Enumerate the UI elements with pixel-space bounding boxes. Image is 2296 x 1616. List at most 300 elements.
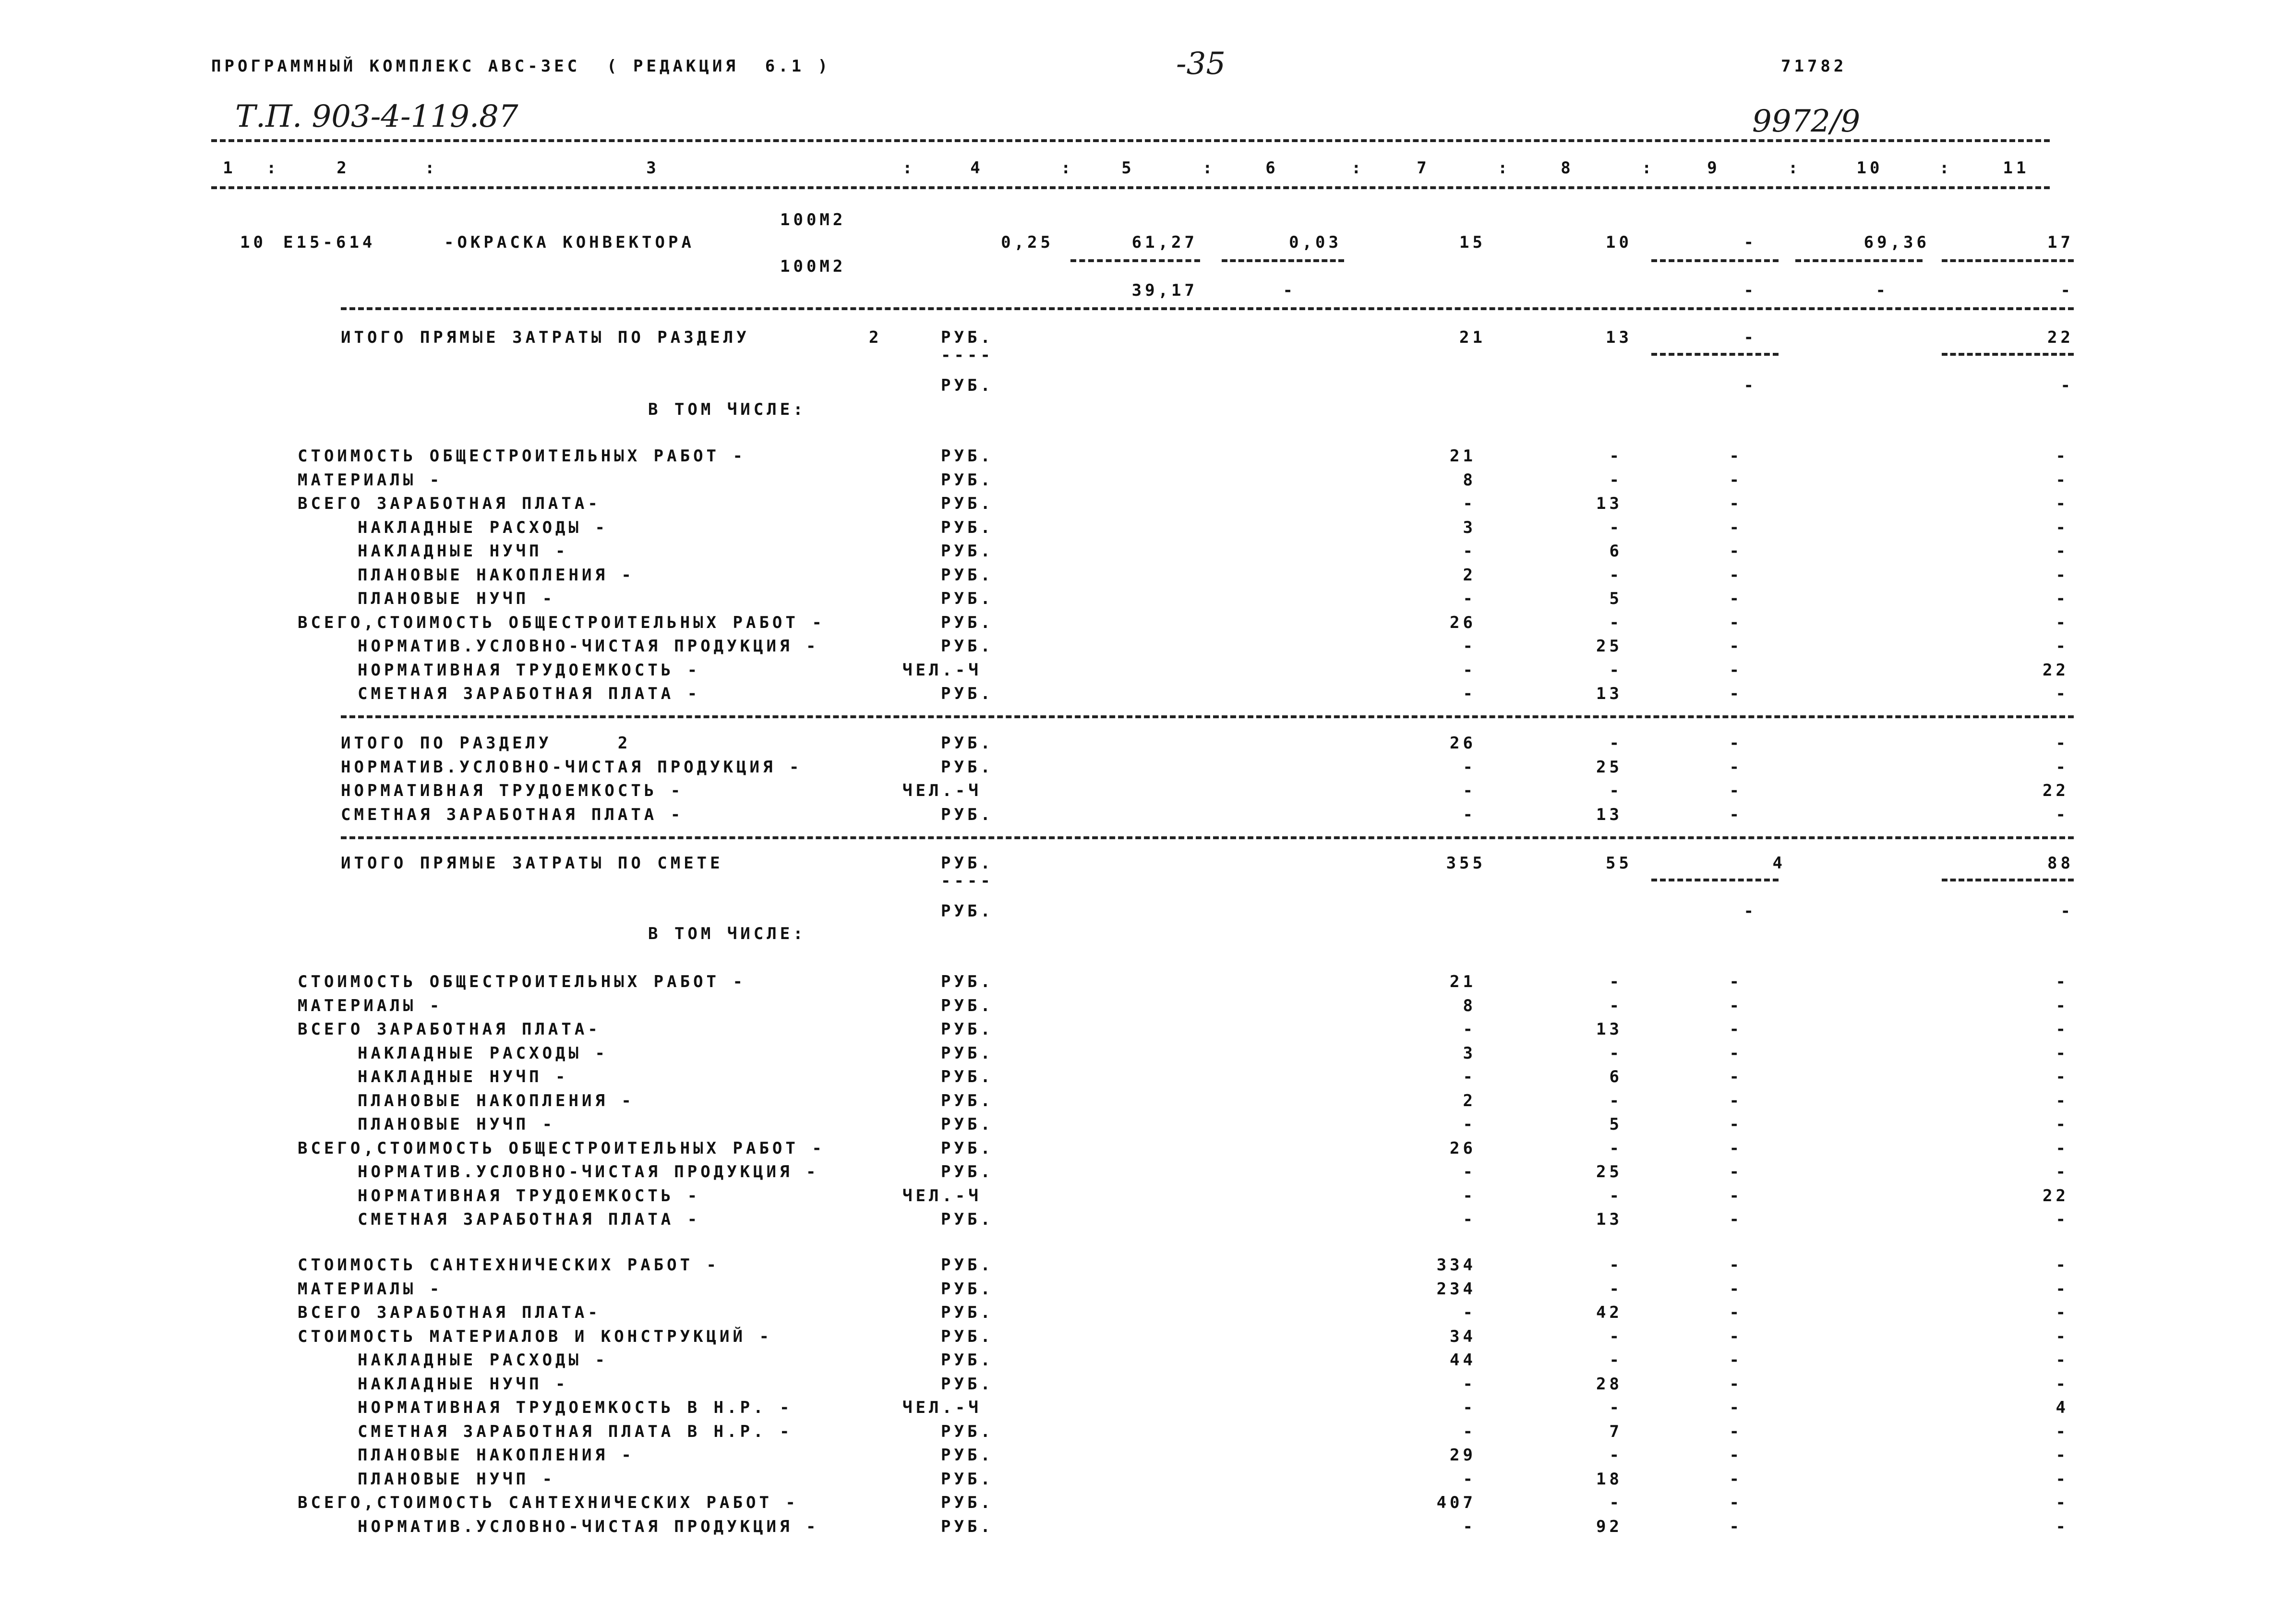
block3-row-c7: - (1463, 1422, 1476, 1441)
block3-row-label: НАКЛАДНЫЕ РАСХОДЫ - (358, 1351, 608, 1370)
block3-row-unit: РУБ. (941, 1351, 994, 1370)
block3-row-label: СМЕТНАЯ ЗАРАБОТНАЯ ПЛАТА В Н.Р. - (358, 1422, 793, 1441)
block3-row-c7: 334 (1436, 1255, 1476, 1275)
total-section-subrule-11 (1942, 353, 2074, 356)
block3-row-c9: - (1729, 1279, 1743, 1299)
section-total-c9: - (1729, 781, 1743, 800)
block1-row-c11: - (2056, 518, 2069, 537)
block2-row-c9: - (1729, 1067, 1743, 1086)
block3-row-c8: - (1609, 1493, 1623, 1512)
block2-row-label: НОРМАТИВНАЯ ТРУДОЕМКОСТЬ - (358, 1186, 701, 1206)
total-direct-estimate-unit-dash: ---- (941, 871, 994, 891)
block1-row-unit: РУБ. (941, 613, 994, 632)
block3-row-label: ПЛАНОВЫЕ НУЧП - (358, 1469, 556, 1489)
block1-row-unit: ЧЕЛ.-Ч (902, 660, 982, 680)
block3-row-label: НАКЛАДНЫЕ НУЧП - (358, 1374, 569, 1394)
total-estimate-subrule-11 (1942, 879, 2074, 881)
total-direct-estimate-unit2: РУБ. (941, 902, 994, 921)
block2-row-c11: - (2056, 1138, 2069, 1158)
block1-row-label: НАКЛАДНЫЕ НУЧП - (358, 542, 569, 561)
block2-row-c9: - (1729, 1210, 1743, 1229)
item-name: -ОКРАСКА КОНВЕКТОРА (444, 233, 695, 252)
block3-row-c11: - (2056, 1422, 2069, 1441)
section-total-label: НОРМАТИВ.УСЛОВНО-ЧИСТАЯ ПРОДУКЦИЯ - (341, 757, 803, 777)
block3-row-unit: РУБ. (941, 1446, 994, 1465)
total-direct-estimate-c9b: - (1743, 902, 1757, 921)
block1-row-c7: 3 (1463, 518, 1476, 537)
item-subrule-11 (1942, 259, 2074, 262)
block1-row-c11: - (2056, 613, 2069, 632)
column-separator: : (1351, 158, 1365, 178)
block3-row-c8: - (1609, 1255, 1623, 1275)
block2-row-label: НАКЛАДНЫЕ РАСХОДЫ - (358, 1043, 608, 1063)
block2-row-unit: РУБ. (941, 972, 994, 991)
block1-row-c8: - (1609, 660, 1623, 680)
block2-row-c7: 3 (1463, 1043, 1476, 1063)
total-direct-section-c9: - (1743, 328, 1757, 347)
section-total-c11: - (2056, 734, 2069, 753)
total-direct-estimate-label: ИТОГО ПРЯМЫЕ ЗАТРАТЫ ПО СМЕТЕ (341, 854, 723, 873)
item-sub10: - (1875, 281, 1889, 300)
block2-row-c8: 6 (1609, 1067, 1623, 1086)
block3-row-c7: - (1463, 1374, 1476, 1394)
total-direct-section-c11: 22 (2047, 328, 2074, 347)
section-total-c8: - (1609, 781, 1623, 800)
block3-row-c8: - (1609, 1351, 1623, 1370)
block3-row-unit: РУБ. (941, 1374, 994, 1394)
block1-row-c7: - (1463, 589, 1476, 608)
column-separator: : (425, 158, 438, 178)
section-total-c8: - (1609, 734, 1623, 753)
block2-row-c11: - (2056, 1091, 2069, 1110)
rule-before-total-section (341, 307, 2074, 310)
section-total-c9: - (1729, 805, 1743, 824)
item-sub5: 39,17 (1131, 281, 1198, 300)
item-unit-top: 100М2 (780, 210, 846, 229)
block2-row-c9: - (1729, 1020, 1743, 1039)
block3-row-label: НОРМАТИВ.УСЛОВНО-ЧИСТАЯ ПРОДУКЦИЯ - (358, 1517, 819, 1536)
item-qty: 0,25 (1001, 233, 1054, 252)
column-header-1: 1 (223, 158, 236, 178)
column-header-5: 5 (1121, 158, 1135, 178)
block1-row-c7: - (1463, 494, 1476, 513)
block3-row-c9: - (1729, 1374, 1743, 1394)
block3-row-c8: 42 (1596, 1303, 1623, 1322)
block1-row-c8: - (1609, 613, 1623, 632)
total-direct-section-unit-dash: ---- (941, 346, 994, 365)
project-number: Т.П. 903-4-119.87 (235, 99, 518, 134)
block1-row-c9: - (1729, 660, 1743, 680)
block3-row-unit: РУБ. (941, 1517, 994, 1536)
block3-row-c11: 4 (2056, 1398, 2069, 1417)
block1-row-c7: - (1463, 660, 1476, 680)
block2-row-c7: - (1463, 1067, 1476, 1086)
block2-row-c11: - (2056, 1043, 2069, 1063)
block3-row-c9: - (1729, 1446, 1743, 1465)
block2-row-unit: РУБ. (941, 1162, 994, 1182)
item-c11: 17 (2047, 233, 2074, 252)
section-total-c7: - (1463, 781, 1476, 800)
total-direct-section-c9b: - (1743, 376, 1757, 395)
block1-row-c8: - (1609, 446, 1623, 466)
item-sub9: - (1743, 281, 1757, 300)
block2-row-c9: - (1729, 1186, 1743, 1206)
section-total-c9: - (1729, 757, 1743, 777)
rule-before-section-total (341, 715, 2074, 718)
section-total-c11: - (2056, 757, 2069, 777)
block2-row-label: НОРМАТИВ.УСЛОВНО-ЧИСТАЯ ПРОДУКЦИЯ - (358, 1162, 819, 1182)
item-subrule-5 (1070, 259, 1200, 262)
item-subrule-9 (1651, 259, 1779, 262)
block2-row-c7: - (1463, 1210, 1476, 1229)
rule-before-total-estimate (341, 836, 2074, 839)
block3-row-label: НОРМАТИВНАЯ ТРУДОЕМКОСТЬ В Н.Р. - (358, 1398, 793, 1417)
block3-row-c9: - (1729, 1398, 1743, 1417)
block1-row-label: СМЕТНАЯ ЗАРАБОТНАЯ ПЛАТА - (358, 684, 701, 703)
column-separator: : (266, 158, 280, 178)
total-estimate-subrule-9 (1651, 879, 1779, 881)
block3-row-c8: - (1609, 1279, 1623, 1299)
section-total-c8: 13 (1596, 805, 1623, 824)
block3-row-c7: - (1463, 1517, 1476, 1536)
block1-row-c8: 13 (1596, 684, 1623, 703)
total-direct-estimate-c7: 355 (1446, 854, 1486, 873)
item-c8: 10 (1606, 233, 1632, 252)
column-separator: : (902, 158, 916, 178)
block3-row-c7: - (1463, 1303, 1476, 1322)
block3-row-c7: 29 (1450, 1446, 1476, 1465)
block3-row-c9: - (1729, 1422, 1743, 1441)
block2-row-c7: 8 (1463, 996, 1476, 1015)
block2-row-c8: - (1609, 1138, 1623, 1158)
block3-row-unit: РУБ. (941, 1303, 994, 1322)
column-header-3: 3 (646, 158, 660, 178)
block2-row-label: МАТЕРИАЛЫ - (298, 996, 443, 1015)
block3-row-c8: - (1609, 1446, 1623, 1465)
block3-row-c11: - (2056, 1493, 2069, 1512)
block2-row-unit: РУБ. (941, 1043, 994, 1063)
block2-row-c9: - (1729, 1091, 1743, 1110)
block2-row-c7: 26 (1450, 1138, 1476, 1158)
block2-row-c8: - (1609, 972, 1623, 991)
column-separator: : (1061, 158, 1074, 178)
block1-row-c9: - (1729, 446, 1743, 466)
block2-row-c8: - (1609, 1043, 1623, 1063)
block3-row-label: СТОИМОСТЬ САНТЕХНИЧЕСКИХ РАБОТ - (298, 1255, 720, 1275)
block2-row-label: ВСЕГО,СТОИМОСТЬ ОБЩЕСТРОИТЕЛЬНЫХ РАБОТ - (298, 1138, 825, 1158)
block3-row-c9: - (1729, 1493, 1743, 1512)
block2-row-unit: РУБ. (941, 1115, 994, 1134)
block2-row-c11: - (2056, 1115, 2069, 1134)
block2-row-c7: - (1463, 1186, 1476, 1206)
block1-row-c7: - (1463, 542, 1476, 561)
block1-row-unit: РУБ. (941, 470, 994, 490)
block3-row-c11: - (2056, 1469, 2069, 1489)
block3-row-unit: РУБ. (941, 1493, 994, 1512)
block1-row-c8: - (1609, 518, 1623, 537)
in-total-label-1: В ТОМ ЧИСЛЕ: (648, 400, 806, 419)
item-subrule-10 (1795, 259, 1923, 262)
block1-row-c9: - (1729, 613, 1743, 632)
block1-row-label: ПЛАНОВЫЕ НУЧП - (358, 589, 556, 608)
total-direct-section-unit2: РУБ. (941, 376, 994, 395)
block1-row-label: ВСЕГО,СТОИМОСТЬ ОБЩЕСТРОИТЕЛЬНЫХ РАБОТ - (298, 613, 825, 632)
block2-row-label: СТОИМОСТЬ ОБЩЕСТРОИТЕЛЬНЫХ РАБОТ - (298, 972, 746, 991)
block3-row-unit: РУБ. (941, 1422, 994, 1441)
block2-row-c11: 22 (2043, 1186, 2069, 1206)
block1-row-c9: - (1729, 542, 1743, 561)
block2-row-unit: РУБ. (941, 1067, 994, 1086)
block1-row-c8: - (1609, 470, 1623, 490)
block2-row-c9: - (1729, 1138, 1743, 1158)
block2-row-c11: - (2056, 972, 2069, 991)
block3-row-c11: - (2056, 1279, 2069, 1299)
block2-row-label: НАКЛАДНЫЕ НУЧП - (358, 1067, 569, 1086)
block2-row-c9: - (1729, 1115, 1743, 1134)
block2-row-unit: РУБ. (941, 996, 994, 1015)
section-total-label: ИТОГО ПО РАЗДЕЛУ 2 (341, 734, 631, 753)
item-number: 10 (240, 233, 266, 252)
block2-row-label: ВСЕГО ЗАРАБОТНАЯ ПЛАТА- (298, 1020, 601, 1039)
block1-row-c11: - (2056, 446, 2069, 466)
block2-row-c11: - (2056, 996, 2069, 1015)
block3-row-c11: - (2056, 1517, 2069, 1536)
column-separator: : (1939, 158, 1953, 178)
block3-row-unit: РУБ. (941, 1327, 994, 1346)
block1-row-unit: РУБ. (941, 446, 994, 466)
item-sub6: - (1283, 281, 1296, 300)
block1-row-c7: - (1463, 684, 1476, 703)
block3-row-label: ВСЕГО,СТОИМОСТЬ САНТЕХНИЧЕСКИХ РАБОТ - (298, 1493, 799, 1512)
block2-row-c8: - (1609, 1091, 1623, 1110)
block2-row-c11: - (2056, 1162, 2069, 1182)
total-direct-section-number: 2 (869, 328, 882, 347)
block3-row-unit: РУБ. (941, 1469, 994, 1489)
section-total-unit: РУБ. (941, 757, 994, 777)
block3-row-c9: - (1729, 1351, 1743, 1370)
total-direct-section-c8: 13 (1606, 328, 1632, 347)
header-rule-bottom (211, 186, 2050, 189)
block1-row-unit: РУБ. (941, 494, 994, 513)
block1-row-c11: - (2056, 589, 2069, 608)
block3-row-c7: 34 (1450, 1327, 1476, 1346)
section-total-c11: - (2056, 805, 2069, 824)
block1-row-c8: 5 (1609, 589, 1623, 608)
block1-row-c7: 8 (1463, 470, 1476, 490)
block3-row-c8: 28 (1596, 1374, 1623, 1394)
total-direct-section-c11b: - (2060, 376, 2074, 395)
block3-row-c8: 7 (1609, 1422, 1623, 1441)
column-header-4: 4 (970, 158, 984, 178)
section-total-unit: РУБ. (941, 734, 994, 753)
section-total-c9: - (1729, 734, 1743, 753)
block1-row-c8: - (1609, 565, 1623, 585)
block1-row-label: НАКЛАДНЫЕ РАСХОДЫ - (358, 518, 608, 537)
column-separator: : (1788, 158, 1802, 178)
column-separator: : (1202, 158, 1216, 178)
block3-row-c7: - (1463, 1398, 1476, 1417)
section-total-unit: РУБ. (941, 805, 994, 824)
total-direct-estimate-c8: 55 (1606, 854, 1632, 873)
block1-row-c11: - (2056, 470, 2069, 490)
block1-row-c11: - (2056, 542, 2069, 561)
item-c9: - (1743, 233, 1757, 252)
column-header-8: 8 (1561, 158, 1574, 178)
column-header-9: 9 (1707, 158, 1720, 178)
item-code: Е15-614 (283, 233, 376, 252)
block3-row-c7: 234 (1436, 1279, 1476, 1299)
column-header-7: 7 (1417, 158, 1430, 178)
section-total-c7: 26 (1450, 734, 1476, 753)
block2-row-c7: - (1463, 1162, 1476, 1182)
column-separator: : (1642, 158, 1655, 178)
block3-row-c8: 18 (1596, 1469, 1623, 1489)
section-total-c8: 25 (1596, 757, 1623, 777)
section-total-label: НОРМАТИВНАЯ ТРУДОЕМКОСТЬ - (341, 781, 684, 800)
block3-row-c7: 44 (1450, 1351, 1476, 1370)
in-total-label-2: В ТОМ ЧИСЛЕ: (648, 924, 806, 943)
block1-row-unit: РУБ. (941, 637, 994, 656)
page-number: -35 (1176, 46, 1226, 82)
block3-row-label: ПЛАНОВЫЕ НАКОПЛЕНИЯ - (358, 1446, 635, 1465)
section-total-label: СМЕТНАЯ ЗАРАБОТНАЯ ПЛАТА - (341, 805, 684, 824)
block2-row-c8: 25 (1596, 1162, 1623, 1182)
block1-row-c9: - (1729, 589, 1743, 608)
block2-row-unit: РУБ. (941, 1138, 994, 1158)
block1-row-unit: РУБ. (941, 542, 994, 561)
block1-row-c9: - (1729, 470, 1743, 490)
block1-row-c11: - (2056, 637, 2069, 656)
block1-row-c11: - (2056, 565, 2069, 585)
block1-row-unit: РУБ. (941, 589, 994, 608)
block3-row-c9: - (1729, 1255, 1743, 1275)
column-header-11: 11 (2003, 158, 2030, 178)
block1-row-c7: - (1463, 637, 1476, 656)
block3-row-c11: - (2056, 1303, 2069, 1322)
block3-row-c9: - (1729, 1303, 1743, 1322)
block1-row-c11: 22 (2043, 660, 2069, 680)
block2-row-c8: 13 (1596, 1210, 1623, 1229)
block2-row-c7: 21 (1450, 972, 1476, 991)
block1-row-c7: 26 (1450, 613, 1476, 632)
block1-row-c8: 13 (1596, 494, 1623, 513)
item-unit-bottom: 100М2 (780, 257, 846, 276)
total-direct-estimate-c9: 4 (1772, 854, 1786, 873)
total-direct-estimate-c11: 88 (2047, 854, 2074, 873)
block2-row-c7: 2 (1463, 1091, 1476, 1110)
item-c10: 69,36 (1863, 233, 1930, 252)
section-total-unit: ЧЕЛ.-Ч (902, 781, 982, 800)
block2-row-c11: - (2056, 1210, 2069, 1229)
block3-row-c8: 92 (1596, 1517, 1623, 1536)
block3-row-c9: - (1729, 1327, 1743, 1346)
block1-row-label: ВСЕГО ЗАРАБОТНАЯ ПЛАТА- (298, 494, 601, 513)
program-header: ПРОГРАММНЫЙ КОМПЛЕКС АВС-3ЕС ( РЕДАКЦИЯ 6.1 ) (211, 57, 831, 76)
item-c7: 15 (1459, 233, 1486, 252)
block1-row-c9: - (1729, 565, 1743, 585)
block3-row-c8: - (1609, 1398, 1623, 1417)
block3-row-c11: - (2056, 1351, 2069, 1370)
block2-row-unit: РУБ. (941, 1020, 994, 1039)
column-separator: : (1498, 158, 1511, 178)
block2-row-c9: - (1729, 972, 1743, 991)
item-subrule-6 (1222, 259, 1344, 262)
section-total-c7: - (1463, 757, 1476, 777)
block3-row-unit: РУБ. (941, 1255, 994, 1275)
block3-row-label: МАТЕРИАЛЫ - (298, 1279, 443, 1299)
column-header-10: 10 (1856, 158, 1883, 178)
block2-row-c11: - (2056, 1020, 2069, 1039)
item-price: 61,27 (1131, 233, 1198, 252)
block3-row-label: ВСЕГО ЗАРАБОТНАЯ ПЛАТА- (298, 1303, 601, 1322)
block1-row-c9: - (1729, 684, 1743, 703)
block3-row-label: СТОИМОСТЬ МАТЕРИАЛОВ И КОНСТРУКЦИЙ - (298, 1327, 772, 1346)
total-direct-estimate-c11b: - (2060, 902, 2074, 921)
block3-row-c11: - (2056, 1446, 2069, 1465)
block1-row-label: СТОИМОСТЬ ОБЩЕСТРОИТЕЛЬНЫХ РАБОТ - (298, 446, 746, 466)
block3-row-unit: РУБ. (941, 1279, 994, 1299)
block2-row-label: ПЛАНОВЫЕ НУЧП - (358, 1115, 556, 1134)
block3-row-c11: - (2056, 1255, 2069, 1275)
block1-row-c8: 6 (1609, 542, 1623, 561)
block1-row-c11: - (2056, 684, 2069, 703)
block2-row-unit: РУБ. (941, 1210, 994, 1229)
block1-row-label: НОРМАТИВНАЯ ТРУДОЕМКОСТЬ - (358, 660, 701, 680)
block3-row-c9: - (1729, 1469, 1743, 1489)
block1-row-c7: 21 (1450, 446, 1476, 466)
block1-row-label: МАТЕРИАЛЫ - (298, 470, 443, 490)
block2-row-unit: РУБ. (941, 1091, 994, 1110)
block1-row-c9: - (1729, 494, 1743, 513)
block1-row-unit: РУБ. (941, 684, 994, 703)
block3-row-c7: 407 (1436, 1493, 1476, 1512)
block2-row-c8: - (1609, 1186, 1623, 1206)
document-code: 71782 (1781, 57, 1847, 76)
block3-row-c11: - (2056, 1374, 2069, 1394)
block3-row-unit: ЧЕЛ.-Ч (902, 1398, 982, 1417)
section-total-c11: 22 (2043, 781, 2069, 800)
total-direct-section-c7: 21 (1459, 328, 1486, 347)
block1-row-label: ПЛАНОВЫЕ НАКОПЛЕНИЯ - (358, 565, 635, 585)
block2-row-c8: - (1609, 996, 1623, 1015)
total-direct-section-label: ИТОГО ПРЯМЫЕ ЗАТРАТЫ ПО РАЗДЕЛУ (341, 328, 750, 347)
total-section-subrule-9 (1651, 353, 1779, 356)
item-c6: 0,03 (1289, 233, 1342, 252)
block1-row-c9: - (1729, 637, 1743, 656)
block1-row-c11: - (2056, 494, 2069, 513)
section-total-c7: - (1463, 805, 1476, 824)
block2-row-label: СМЕТНАЯ ЗАРАБОТНАЯ ПЛАТА - (358, 1210, 701, 1229)
block2-row-c9: - (1729, 1162, 1743, 1182)
block2-row-c8: 13 (1596, 1020, 1623, 1039)
column-header-6: 6 (1265, 158, 1279, 178)
block2-row-c11: - (2056, 1067, 2069, 1086)
block1-row-c8: 25 (1596, 637, 1623, 656)
total-direct-section-unit: РУБ. (941, 328, 994, 347)
column-header-2: 2 (337, 158, 350, 178)
block1-row-unit: РУБ. (941, 518, 994, 537)
block1-row-label: НОРМАТИВ.УСЛОВНО-ЧИСТАЯ ПРОДУКЦИЯ - (358, 637, 819, 656)
block2-row-c8: 5 (1609, 1115, 1623, 1134)
block1-row-c7: 2 (1463, 565, 1476, 585)
archive-number: 9972/9 (1752, 104, 1861, 139)
block2-row-c7: - (1463, 1020, 1476, 1039)
block2-row-label: ПЛАНОВЫЕ НАКОПЛЕНИЯ - (358, 1091, 635, 1110)
block1-row-c9: - (1729, 518, 1743, 537)
block2-row-unit: ЧЕЛ.-Ч (902, 1186, 982, 1206)
block2-row-c9: - (1729, 996, 1743, 1015)
header-rule-top (211, 139, 2050, 142)
